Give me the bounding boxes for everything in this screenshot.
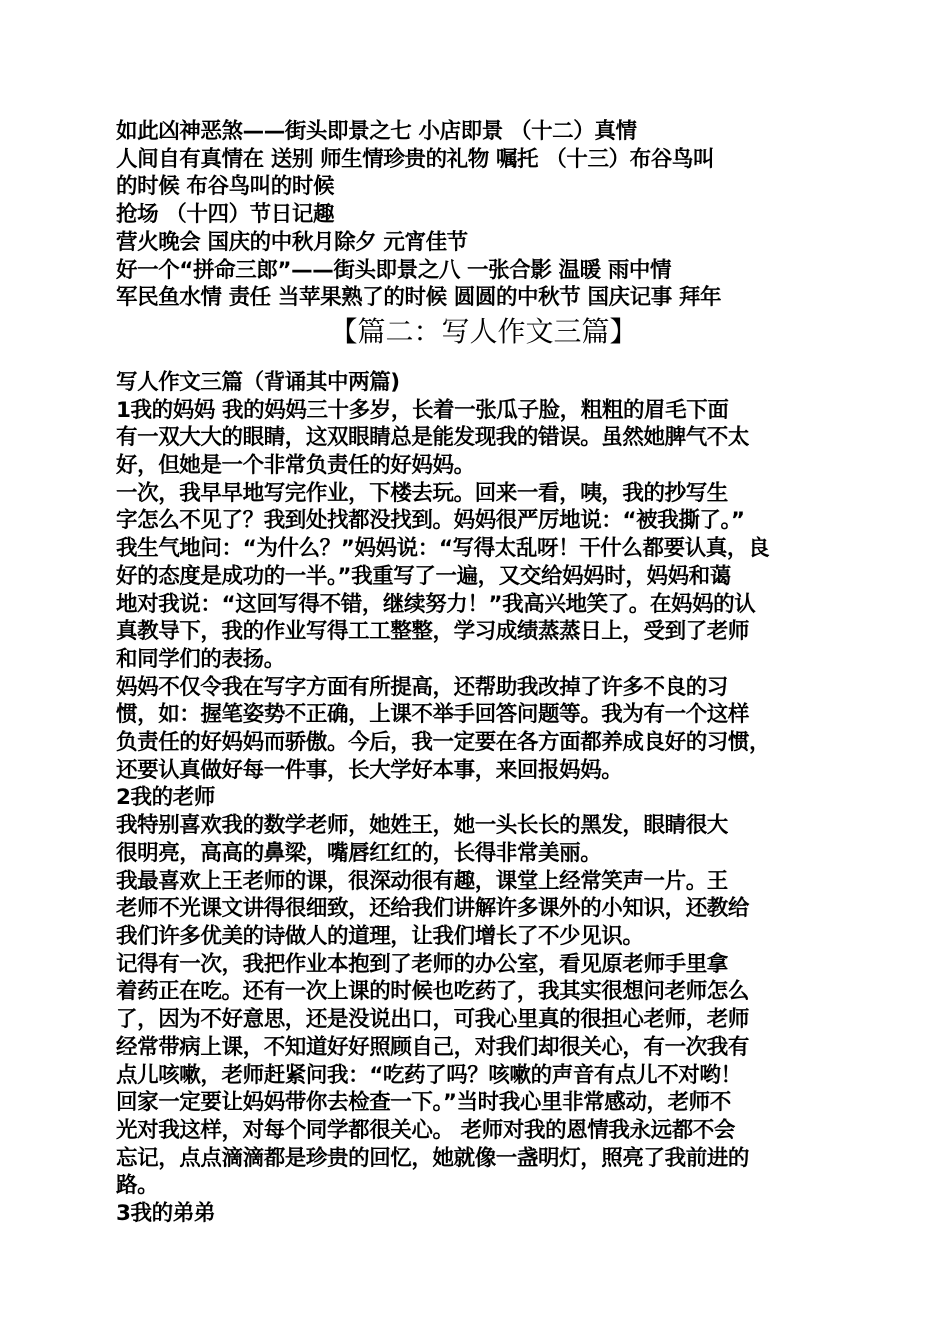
text-line: 我生气地问：“为什么？”妈妈说：“写得太乱呀！干什么都要认真，良 (116, 536, 770, 562)
text-line: 很明亮，高高的鼻梁，嘴唇红红的，长得非常美丽。 (116, 840, 602, 866)
document-page (116, 118, 851, 1228)
text-line: 负责任的好妈妈而骄傲。今后，我一定要在各方面都养成良好的习惯， (116, 730, 771, 756)
text-line: 1我的妈妈 我的妈妈三十多岁，长着一张瓜子脸，粗粗的眉毛下面 (116, 397, 729, 423)
text-line: 我们许多优美的诗做人的道理，让我们增长了不少见识。 (116, 923, 644, 949)
text-line: 好的态度是成功的一半。”我重写了一遍，又交给妈妈时，妈妈和蔼 (116, 563, 731, 589)
text-line: 忘记，点点滴滴都是珍贵的回忆，她就像一盏明灯，照亮了我前进的 (116, 1145, 750, 1171)
text-line: 我最喜欢上王老师的课，很深动很有趣，课堂上经常笑声一片。王 (116, 868, 728, 894)
text-line: 我特别喜欢我的数学老师，她姓王，她一头长长的黑发，眼睛很大 (116, 813, 728, 839)
text-line: 和同学们的表扬。 (116, 646, 285, 672)
text-line: 惯，如：握笔姿势不正确，上课不举手回答问题等。我为有一个这样 (116, 702, 750, 728)
text-line: 着药正在吃。还有一次上课的时候也吃药了，我其实很想问老师怎么 (116, 979, 750, 1005)
text-line: 地对我说：“这回写得不错，继续努力！”我高兴地笑了。在妈妈的认 (116, 591, 756, 617)
text-line: 路。 (116, 1173, 159, 1199)
text-line: 字怎么不见了？我到处找都没找到。妈妈很严厉地说：“被我撕了。” (116, 508, 745, 534)
text-line: 还要认真做好每一件事，长大学好本事，来回报妈妈。 (116, 757, 623, 783)
text-line: 人间自有真情在 送别 师生情珍贵的礼物 嘱托 （十三）布谷鸟叫 (116, 146, 715, 172)
text-line: 了，因为不好意思，还是没说出口，可我心里真的很担心老师，老师 (116, 1007, 750, 1033)
text-line: 3我的弟弟 (116, 1201, 215, 1227)
text-line: 记得有一次，我把作业本抱到了老师的办公室，看见原老师手里拿 (116, 951, 728, 977)
text-line: 军民鱼水情 责任 当苹果熟了的时候 圆圆的中秋节 国庆记事 拜年 (116, 285, 722, 311)
text-line: 写人作文三篇（背诵其中两篇) (116, 369, 400, 395)
text-line: 真教导下，我的作业写得工工整整，学习成绩蒸蒸日上，受到了老师 (116, 619, 750, 645)
text-line: 回家一定要让妈妈带你去检查一下。”当时我心里非常感动，老师不 (116, 1090, 731, 1116)
text-line: 有一双大大的眼睛，这双眼睛总是能发现我的错误。虽然她脾气不太 (116, 425, 750, 451)
text-line: 的时候 布谷鸟叫的时候 (116, 174, 335, 200)
title-list-block (116, 118, 851, 312)
text-line: 好一个“拼命三郎”——街头即景之八 一张合影 温暖 雨中情 (116, 257, 672, 283)
text-line: 妈妈不仅令我在写字方面有所提高，还帮助我改掉了许多不良的习 (116, 674, 728, 700)
text-line: 好，但她是一个非常负责任的好妈妈。 (116, 453, 475, 479)
text-line: 2我的老师 (116, 785, 215, 811)
text-line: 抢场 （十四）节日记趣 (116, 202, 335, 228)
text-line: 经常带病上课，不知道好好照顾自己，对我们却很关心，有一次我有 (116, 1034, 750, 1060)
text-line: 如此凶神恶煞——街头即景之七 小店即景 （十二）真情 (116, 119, 637, 144)
text-line: 老师不光课文讲得很细致，还给我们讲解许多课外的小知识，还教给 (116, 896, 750, 922)
text-line: 光对我这样，对每个同学都很关心。 老师对我的恩情我永远都不会 (116, 1117, 735, 1143)
essay-body (116, 369, 851, 1228)
text-line: 点儿咳嗽，老师赶紧问我：“吃药了吗？咳嗽的声音有点儿不对哟！ (116, 1062, 742, 1088)
section-heading: 【篇二：写人作文三篇】 (329, 314, 638, 348)
text-line: 营火晚会 国庆的中秋月除夕 元宵佳节 (116, 229, 468, 255)
text-line: 一次，我早早地写完作业，下楼去玩。回来一看，咦，我的抄写生 (116, 480, 728, 506)
